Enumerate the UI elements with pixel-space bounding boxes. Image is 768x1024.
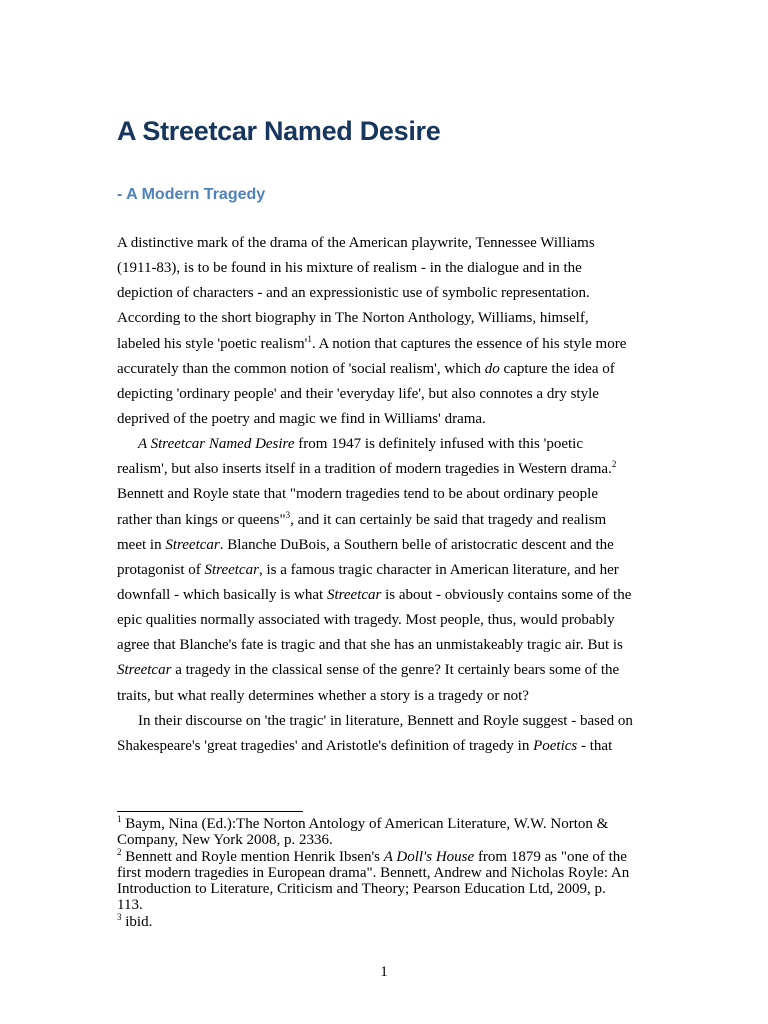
text-line [117,911,657,930]
document-subtitle: - A Modern Tragedy [117,186,266,203]
footnote-ref: 1 [307,333,312,344]
text-segment: from 1879 as "one of the [474,848,627,865]
italic-text: A Streetcar Named Desire [138,436,295,453]
text-line [117,231,657,256]
italic-text: A Doll's House [383,848,475,865]
text-line [117,684,657,709]
text-line [117,709,657,734]
italic-text: do [484,360,500,377]
page-number: 1 [380,964,388,980]
text-segment: . A notion that captures the essence of his style more [311,335,627,352]
text-segment: is about - obviously contains some of the [381,586,632,603]
italic-text: Poetics [533,737,578,754]
text-segment: depicting 'ordinary people' and their 'everyday life', but also connotes a dry style [117,385,599,402]
text-segment: downfall - which basically is what [117,586,327,603]
text-segment: depiction of characters - and an expressionistic use of symbolic representation. [117,285,590,302]
paragraph-1 [117,231,657,432]
text-segment: Company, New York 2008, p. 2336. [117,832,333,849]
footnote-ref: 2 [611,459,617,470]
footnote-ref: 2 [117,846,122,857]
text-segment: from 1947 is definitely infused with this 'poetic [294,436,583,453]
text-line [117,846,657,865]
text-segment: , is a famous tragic character in American literature, and her [258,561,619,578]
text-line [117,306,657,331]
text-line [117,583,657,608]
text-line [117,382,657,407]
text-segment: . Blanche DuBois, a Southern belle of aristocratic descent and the [219,536,614,553]
text-segment: Bennett and Royle state that "modern tragedies tend to be about ordinary people [117,486,598,503]
text-segment: 113. [117,897,143,914]
document-title: A Streetcar Named Desire [117,116,441,146]
footnotes [117,816,657,930]
text-line [117,608,657,633]
text-line [117,633,657,658]
text-segment: meet in [117,536,166,553]
text-segment: rather than kings or queens" [117,511,286,528]
footnote-ref: 3 [117,911,122,922]
footnote-ref: 1 [117,814,122,824]
text-segment: According to the short biography in The Norton Anthology, Williams, himself, [117,310,589,327]
text-segment: first modern tragedies in European drama". Bennett, Andrew and Nicholas Royle: An [117,864,630,881]
footnote-2 [117,846,657,914]
text-line [117,508,657,533]
text-segment: Baym, Nina (Ed.):The Norton Antology of American Literature, W.W. Norton & [121,816,609,832]
footnote-1 [117,816,657,849]
text-line [117,357,657,382]
text-segment: a tragedy in the classical sense of the genre? It certainly bears some of the [171,662,620,679]
text-segment: Bennett and Royle mention Henrik Ibsen's [121,848,384,865]
text-segment: traits, but what really determines whether a story is a tragedy or not? [117,687,529,704]
text-segment: capture the idea of [499,360,615,377]
text-line [117,407,657,432]
text-segment: Shakespeare's 'great tragedies' and Aristotle's definition of tragedy in [117,737,534,754]
text-line [117,658,657,683]
italic-text: Streetcar [204,561,259,578]
text-line [117,558,657,583]
text-segment: , and it can certainly be said that tragedy and realism [290,511,607,528]
text-line [117,482,657,507]
text-line [117,897,657,913]
text-line [117,332,657,357]
italic-text: Streetcar [326,586,382,603]
paragraph-2 [117,432,657,709]
footnote-ref: 3 [285,509,291,520]
text-segment: ibid. [121,913,153,930]
text-segment: accurately than the common notion of 'social realism', which [117,360,485,377]
text-segment: In their discourse on 'the tragic' in literature, Bennett and Royle suggest - based on [138,712,633,729]
paragraph-3 [117,709,657,759]
text-line [117,533,657,558]
text-line [117,865,657,881]
italic-text: Streetcar [165,536,220,553]
text-segment: Introduction to Literature, Criticism and Theory; Pearson Education Ltd, 2009, p. [117,881,606,898]
text-line [117,832,657,848]
text-segment: labeled his style 'poetic realism' [117,335,308,352]
footnote-3 [117,911,657,930]
footnote-separator [117,811,303,812]
text-segment: deprived of the poetry and magic we find in Williams' drama. [117,410,486,427]
text-line [117,281,657,306]
text-segment: epic qualities normally associated with tragedy. Most people, thus, would probably [117,612,615,629]
text-line [117,816,657,832]
text-segment: A distinctive mark of the drama of the American playwrite, Tennessee Williams [117,235,595,251]
text-line [117,457,657,482]
text-segment: - that [577,737,613,754]
italic-text: Streetcar [117,662,172,679]
text-segment: protagonist of [117,561,205,578]
text-line [117,256,657,281]
text-segment: agree that Blanche's fate is tragic and that she has an unmistakeably tragic air. But is [117,637,623,654]
text-line [117,432,657,457]
text-line [117,881,657,897]
text-segment: realism', but also inserts itself in a tradition of modern tragedies in Western drama. [117,461,612,478]
text-line [117,734,657,759]
text-segment: (1911-83), is to be found in his mixture of realism - in the dialogue and in the [117,260,582,277]
body-text [117,231,657,759]
